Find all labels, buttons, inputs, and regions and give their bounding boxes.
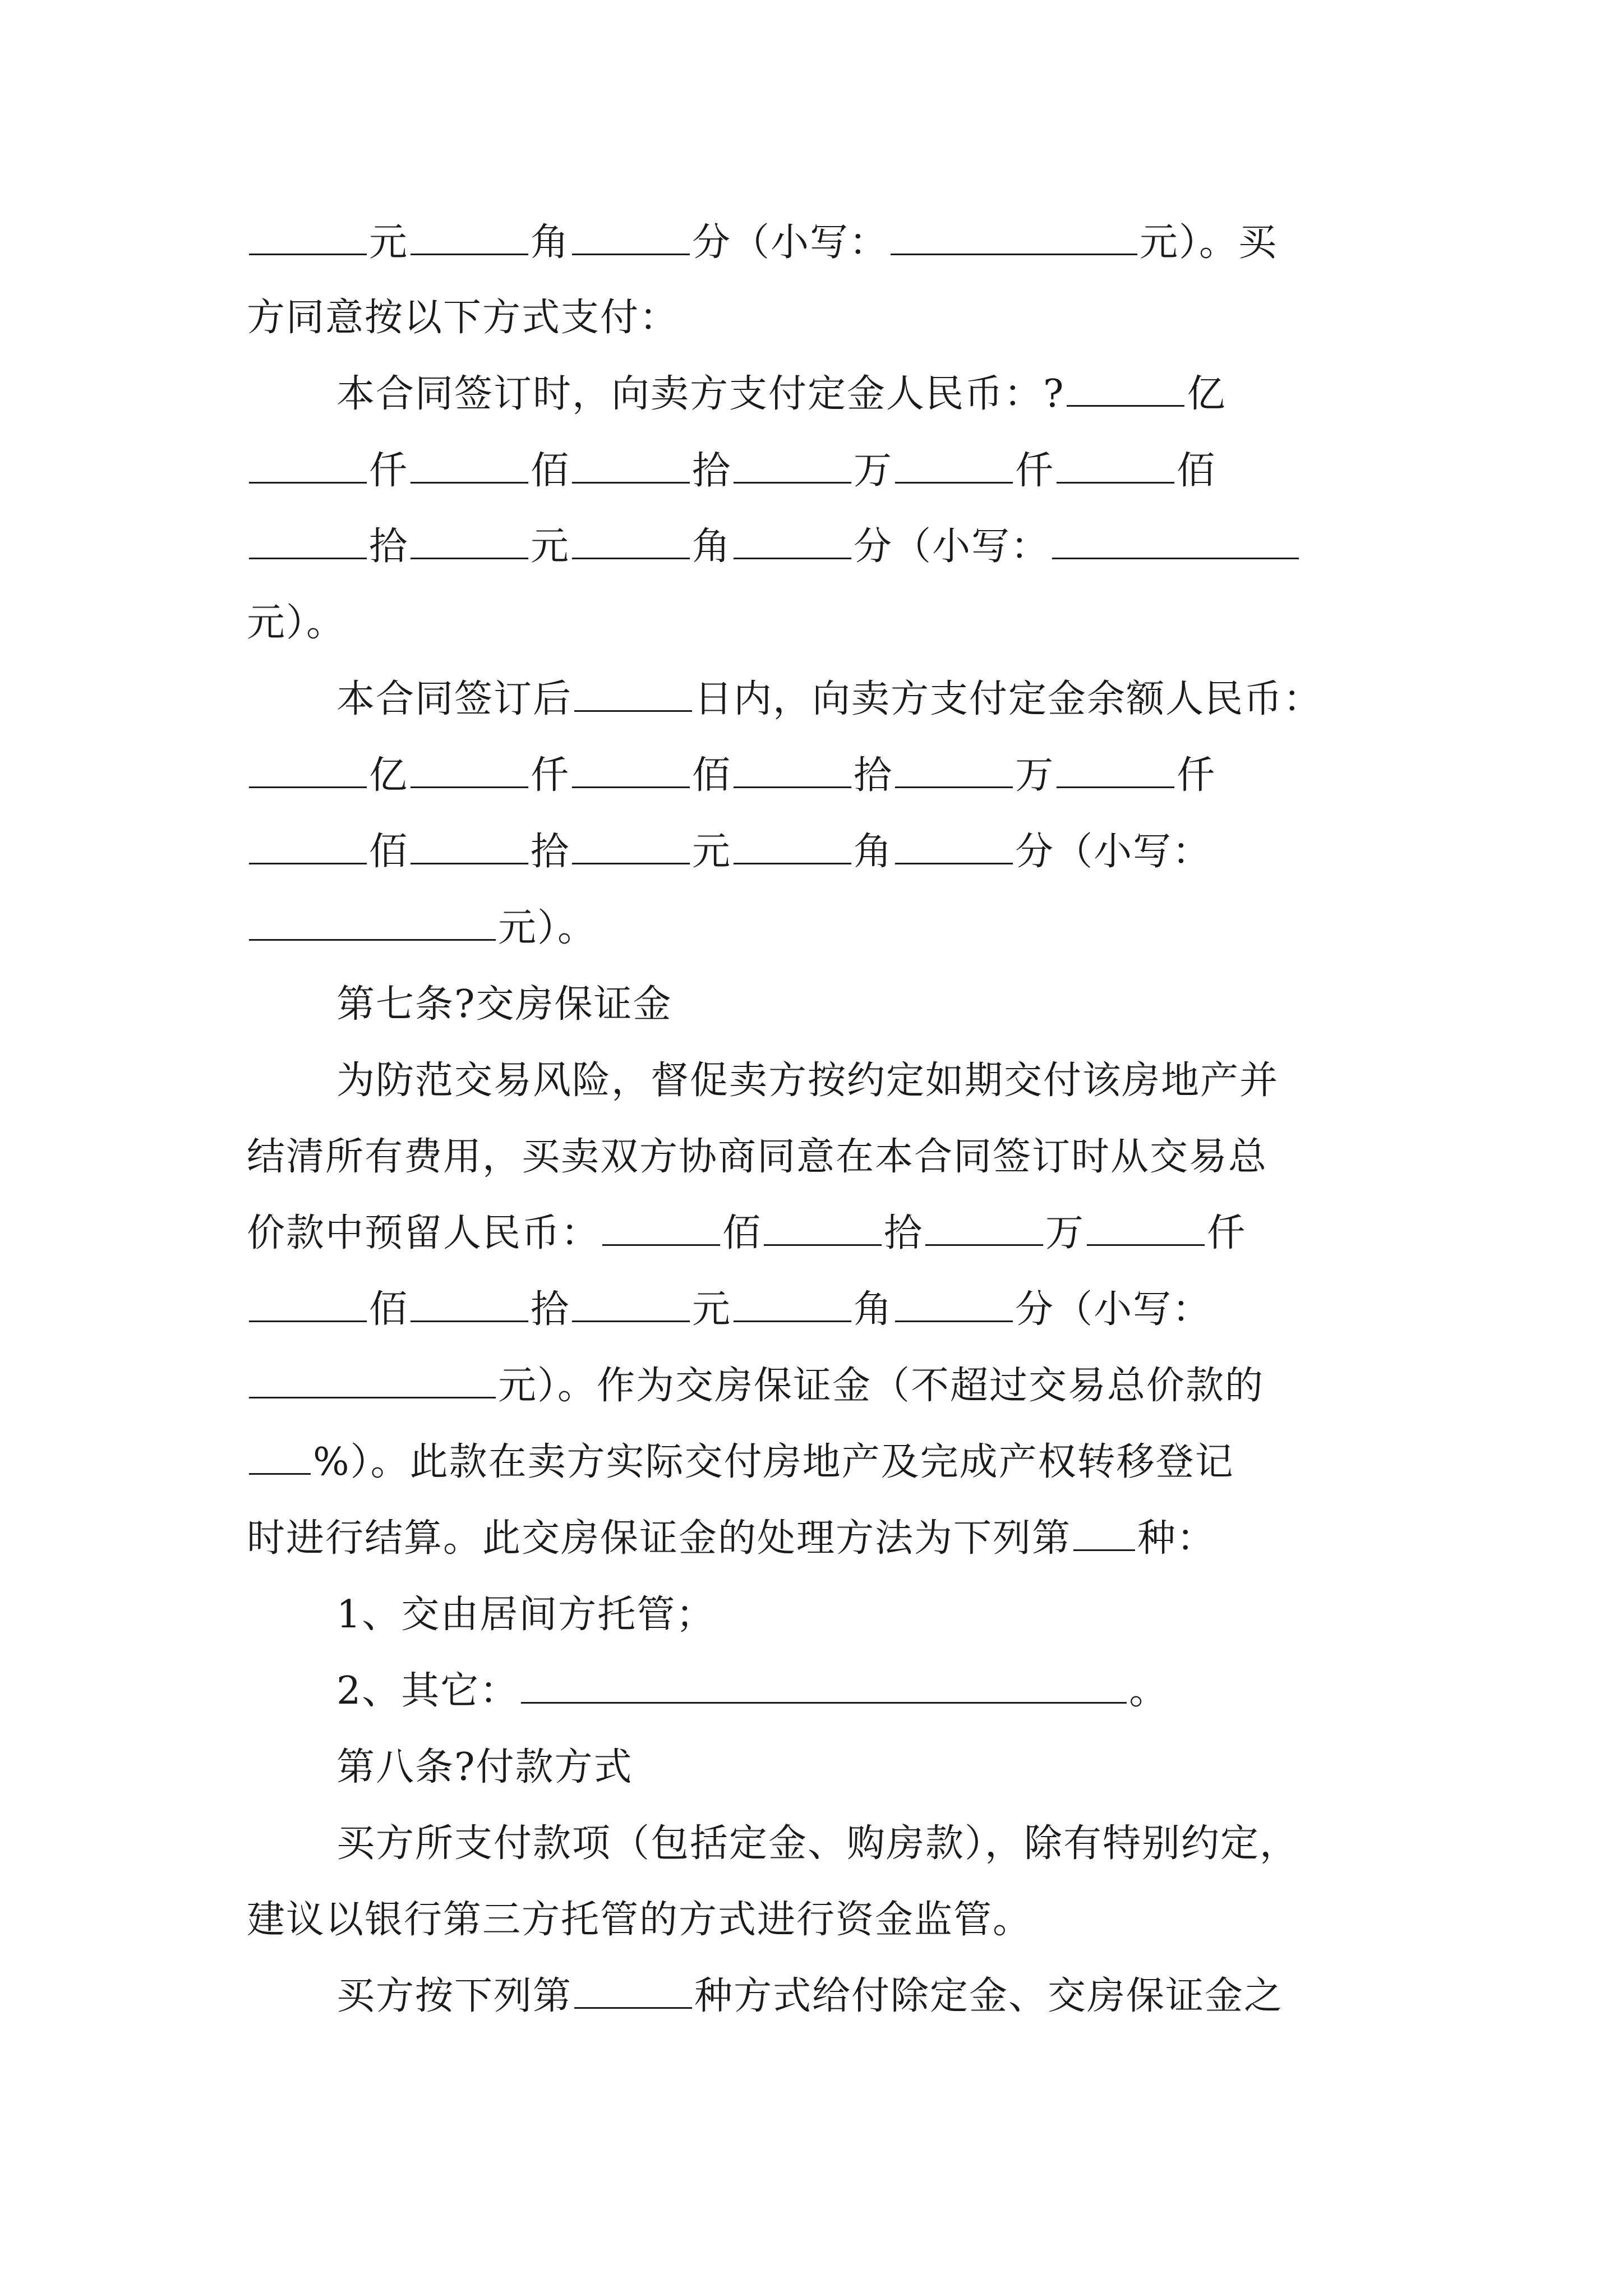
text-segment: 元 — [531, 524, 570, 569]
blank-field — [521, 1663, 1127, 1704]
blank-field — [1067, 366, 1184, 407]
text-segment: 拾 — [854, 753, 893, 798]
section-heading: 第八条?付款方式 — [336, 1745, 633, 1789]
text-segment: 拾 — [692, 449, 732, 493]
blank-field — [1073, 1510, 1135, 1551]
text-segment: 角 — [692, 524, 732, 569]
list-item: 1、交由居间方托管； — [336, 1593, 716, 1637]
text-segment: 元）。作为交房保证金（不超过交易总价款的 — [498, 1364, 1265, 1408]
text-segment: 佰 — [369, 1287, 409, 1332]
text-segment: 元 — [692, 830, 732, 874]
text-segment: 时进行结算。此交房保证金的处理方法为下列第 — [247, 1516, 1072, 1561]
text-line — [336, 1966, 1283, 2027]
blank-field — [249, 823, 367, 864]
text-segment: 仟 — [1177, 753, 1216, 798]
blank-field — [734, 443, 851, 484]
text-segment: 日内，向卖方支付定金余额人民币： — [694, 677, 1323, 721]
text-line — [247, 1508, 1216, 1570]
blank-field — [572, 747, 690, 788]
list-item — [336, 1660, 1168, 1722]
text-segment: 仟 — [369, 449, 409, 493]
blank-field — [572, 823, 690, 864]
blank-field — [249, 900, 496, 941]
blank-field — [895, 443, 1013, 484]
blank-field — [895, 747, 1013, 788]
blank-field — [411, 214, 528, 255]
text-segment: 分（小写： — [1015, 830, 1212, 874]
text-segment: 拾 — [369, 524, 409, 569]
text-segment: 本合同签订时，向卖方支付定金人民币：? — [336, 372, 1065, 416]
text-segment: 亿 — [369, 753, 409, 798]
text-segment: 亿 — [1187, 372, 1227, 416]
blank-field — [891, 214, 1137, 255]
text-segment: 种方式给付除定金、交房保证金之 — [694, 1974, 1284, 2018]
text-segment: 拾 — [531, 830, 570, 874]
blank-field — [249, 214, 367, 255]
text-segment: 万 — [1015, 753, 1055, 798]
text-segment: 元 — [692, 1287, 732, 1332]
blank-field — [249, 1434, 311, 1475]
text-segment: 佰 — [692, 753, 732, 798]
text-segment: 万 — [854, 449, 893, 493]
text-segment: 拾 — [531, 1287, 570, 1332]
text-segment: %）。此款在卖方实际交付房地产及完成产权转移登记 — [313, 1440, 1234, 1484]
text-segment: 佰 — [722, 1211, 762, 1255]
blank-field — [1057, 443, 1174, 484]
blank-field — [734, 747, 851, 788]
document-page — [247, 0, 1385, 2296]
text-line — [336, 364, 1226, 425]
blank-field — [411, 823, 528, 864]
blank-field — [249, 518, 367, 559]
text-line — [247, 821, 1211, 883]
blank-field — [411, 1281, 528, 1322]
text-line: 方同意按以下方式支付： — [247, 296, 679, 340]
text-segment: 分（小写： — [854, 524, 1050, 569]
text-segment: 角 — [531, 220, 570, 265]
blank-field — [1087, 1205, 1205, 1246]
text-segment: 种： — [1137, 1516, 1216, 1561]
blank-field — [764, 1205, 882, 1246]
blank-field — [249, 1281, 367, 1322]
blank-field — [572, 443, 690, 484]
blank-field — [602, 1205, 720, 1246]
text-line: 建议以银行第三方托管的方式进行资金监管。 — [247, 1898, 1032, 1942]
text-line — [247, 212, 1278, 274]
text-line — [336, 669, 1322, 730]
blank-field — [411, 518, 528, 559]
blank-field — [249, 443, 367, 484]
blank-field — [249, 1358, 496, 1398]
blank-field — [895, 823, 1013, 864]
text-line — [247, 440, 1216, 502]
blank-field — [574, 671, 692, 712]
text-segment: 元）。买 — [1140, 220, 1278, 265]
text-line: 结清所有费用，买卖双方协商同意在本合同签订时从交易总 — [247, 1135, 1268, 1179]
text-line — [247, 898, 597, 959]
text-segment: 仟 — [1207, 1211, 1247, 1255]
text-line: 为防范交易风险，督促卖方按约定如期交付该房地产并 — [336, 1059, 1279, 1103]
text-line — [247, 1279, 1211, 1341]
text-segment: 仟 — [531, 753, 570, 798]
text-segment: 元 — [369, 220, 409, 265]
text-line: 元）。 — [247, 601, 346, 645]
text-line — [247, 1355, 1264, 1417]
text-segment: 佰 — [531, 449, 570, 493]
text-segment: 。 — [1129, 1669, 1169, 1713]
text-segment: 拾 — [884, 1211, 924, 1255]
text-segment: 本合同签订后 — [336, 677, 573, 721]
blank-field — [895, 1281, 1013, 1322]
text-line — [247, 516, 1301, 578]
text-line — [247, 1203, 1246, 1264]
text-line: 买方所支付款项（包括定金、购房款），除有特别约定， — [336, 1821, 1299, 1866]
text-segment: 2、其它： — [336, 1669, 519, 1713]
text-segment: 分（小写： — [1015, 1287, 1212, 1332]
blank-field — [411, 747, 528, 788]
section-heading: 第七条?交房保证金 — [336, 982, 672, 1027]
blank-field — [734, 823, 851, 864]
text-segment: 价款中预留人民币： — [247, 1211, 601, 1255]
blank-field — [734, 1281, 851, 1322]
blank-field — [734, 518, 851, 559]
text-segment: 分（小写： — [692, 220, 889, 265]
blank-field — [411, 443, 528, 484]
blank-field — [925, 1205, 1043, 1246]
blank-field — [572, 214, 690, 255]
blank-field — [1052, 518, 1299, 559]
text-line — [247, 1432, 1234, 1493]
blank-field — [574, 1968, 692, 2009]
text-segment: 仟 — [1015, 449, 1055, 493]
blank-field — [249, 747, 367, 788]
text-segment: 佰 — [1177, 449, 1216, 493]
text-line — [247, 745, 1216, 807]
text-segment: 万 — [1045, 1211, 1085, 1255]
text-segment: 佰 — [369, 830, 409, 874]
text-segment: 角 — [854, 1287, 893, 1332]
text-segment: 元）。 — [498, 906, 597, 950]
text-segment: 角 — [854, 830, 893, 874]
blank-field — [572, 1281, 690, 1322]
blank-field — [1057, 747, 1174, 788]
text-segment: 买方按下列第 — [336, 1974, 573, 2018]
blank-field — [572, 518, 690, 559]
